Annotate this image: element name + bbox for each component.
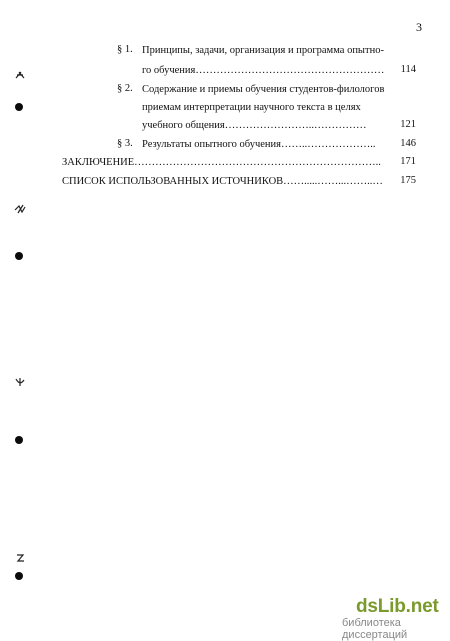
conclusion-title: ЗАКЛЮЧЕНИЕ…………………………………………………………….. [62, 157, 381, 168]
margin-scribble-2 [14, 204, 26, 214]
section-1-number: § 1. [117, 44, 133, 55]
section-3-title: Результаты опытного обучения……..……………….. [142, 139, 376, 150]
section-2-title-line1: Содержание и приемы обучения студентов-филологов [142, 84, 385, 95]
section-2-title-line2: приемам интерпретации научного текста в целях [142, 102, 361, 113]
margin-dot-3 [15, 436, 23, 444]
section-3-number: § 3. [117, 138, 133, 149]
margin-dot-4 [15, 572, 23, 580]
bibliography-page: 175 [400, 175, 416, 186]
bibliography-title: СПИСОК ИСПОЛЬЗОВАННЫХ ИСТОЧНИКОВ…….....……...……..… [62, 176, 383, 187]
section-3-page: 146 [400, 138, 416, 149]
margin-dot-1 [15, 103, 23, 111]
margin-dot-2 [15, 252, 23, 260]
section-2-page: 121 [400, 119, 416, 130]
dslib-logo: dsLib.net [356, 596, 439, 617]
section-2-title-line3: учебного общения……………………..…………… [142, 120, 367, 131]
margin-scribble-1 [14, 70, 26, 80]
margin-scribble-4 [14, 553, 26, 563]
section-1-title-line1: Принципы, задачи, организация и программа опытно- [142, 45, 384, 56]
section-1-page: 114 [400, 64, 416, 75]
page-number: 3 [416, 20, 422, 34]
conclusion-page: 171 [400, 156, 416, 167]
dslib-tagline: библиотека диссертаций [342, 617, 408, 641]
margin-scribble-3 [14, 377, 26, 387]
section-1-title-line2: го обучения……………………………………………… [142, 65, 385, 76]
section-2-number: § 2. [117, 83, 133, 94]
